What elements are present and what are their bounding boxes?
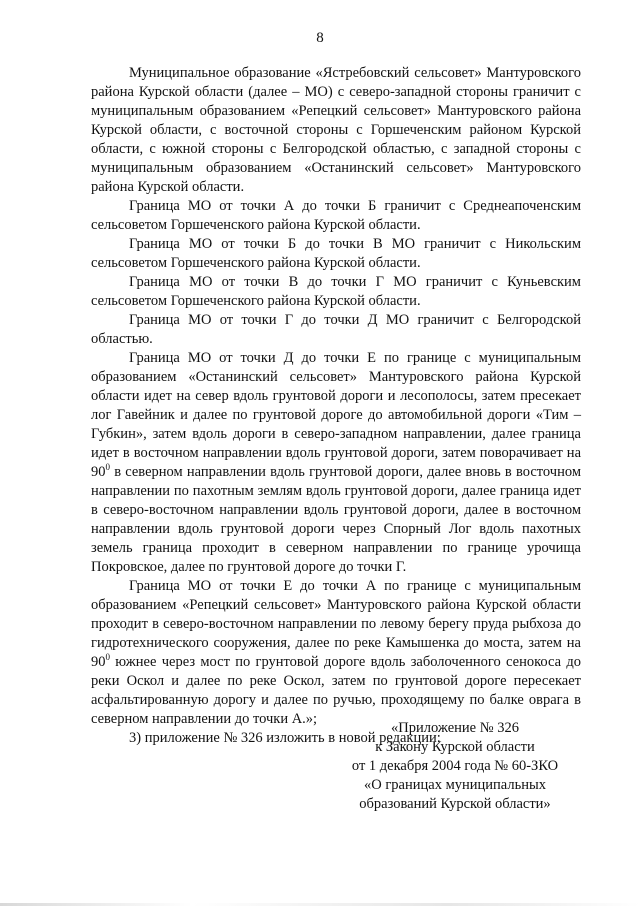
paragraph-border-d-e-part1: Граница МО от точки Д до точки Е по границе с муниципальным образованием «Останинский сельсовет» Мантуровского района Курской области идет на север вдоль грунтовой дороги и лесополосы, затем пресекает лог Гавейник и далее по грунтовой дороге до автомобильной дороги «Тим – Губкин», затем вдоль дороги в северо-западном направлении, далее граница идет в восточном направлении вдоль грунтовой дороги, затем поворачивает на 90 — [91, 350, 581, 480]
paragraph-border-g-d: Граница МО от точки Г до точки Д МО граничит с Белгородской областью. — [91, 312, 581, 347]
paragraph-border-e-a — [91, 577, 581, 729]
appendix-line-1: «Приложение № 326 — [391, 720, 519, 736]
degree-superscript: 0 — [105, 462, 110, 473]
paragraph-border-v-g: Граница МО от точки В до точки Г МО граничит с Куньевским сельсоветом Горшеченского района Курской области. — [91, 274, 581, 309]
appendix-line-3: от 1 декабря 2004 года № 60-ЗКО — [351, 758, 559, 774]
paragraph-amendment: 3) приложение № 326 изложить в новой редакции: — [129, 730, 441, 746]
appendix-heading — [340, 719, 570, 814]
appendix-line-4: «О границах муниципальных — [364, 777, 546, 793]
appendix-line-2: к Закону Курской области — [375, 739, 535, 755]
body-text — [91, 64, 581, 748]
paragraph-intro: Муниципальное образование «Ястребовский сельсовет» Мантуровского района Курской области (далее – МО) с северо-западной стороны граничит с муниципальным образованием «Репецкий сельсовет» Мантуровского района Курской области, с восточной стороны с Горшеченским районом Курской области, с южной стороны с Белгородской областью, с западной стороны с муниципальным образованием «Останинский сельсовет» Мантуровского района Курской области. — [91, 65, 581, 195]
degree-superscript: 0 — [105, 652, 110, 663]
paragraph-border-b-v: Граница МО от точки Б до точки В МО граничит с Никольским сельсоветом Горшеченского района Курской области. — [91, 236, 581, 271]
appendix-line-5: образований Курской области» — [359, 796, 551, 812]
paragraph-border-e-a-part1: Граница МО от точки Е до точки А по границе с муниципальным образованием «Репецкий сельсовет» Мантуровского района Курской области проходит в северо-восточном направлении по левому берегу пруда рыбхоза до гидротехнического сооружения, далее по реке Камышенка до моста, затем на 90 — [91, 578, 581, 670]
paragraph-border-a-b: Граница МО от точки А до точки Б граничит с Среднеапоченским сельсоветом Горшеченского района Курской области. — [91, 198, 581, 233]
paragraph-border-d-e-part2: в северном направлении вдоль грунтовой дороги, далее вновь в восточном направлении по пахотным землям вдоль грунтовой дороги, далее граница идет в северо-восточном направлении вдоль грунтовой дороги, далее в восточном направлении вдоль грунтовой дороги через Спорный Лог вдоль пахотных земель граница проходит в северном направлении по границе урочища Покровское, далее по грунтовой дороге до точки Г. — [91, 464, 581, 575]
paragraph-border-d-e — [91, 349, 581, 577]
page-number: 8 — [316, 30, 324, 46]
paragraph-border-e-a-part2: южнее через мост по грунтовой дороге вдоль заболоченного сенокоса до реки Оскол и далее по реке Оскол, затем по грунтовой дороге пересекает асфальтированную дорогу и далее по ручью, проходящему по балке оврага в северном направлении до точки А.»; — [91, 654, 581, 727]
